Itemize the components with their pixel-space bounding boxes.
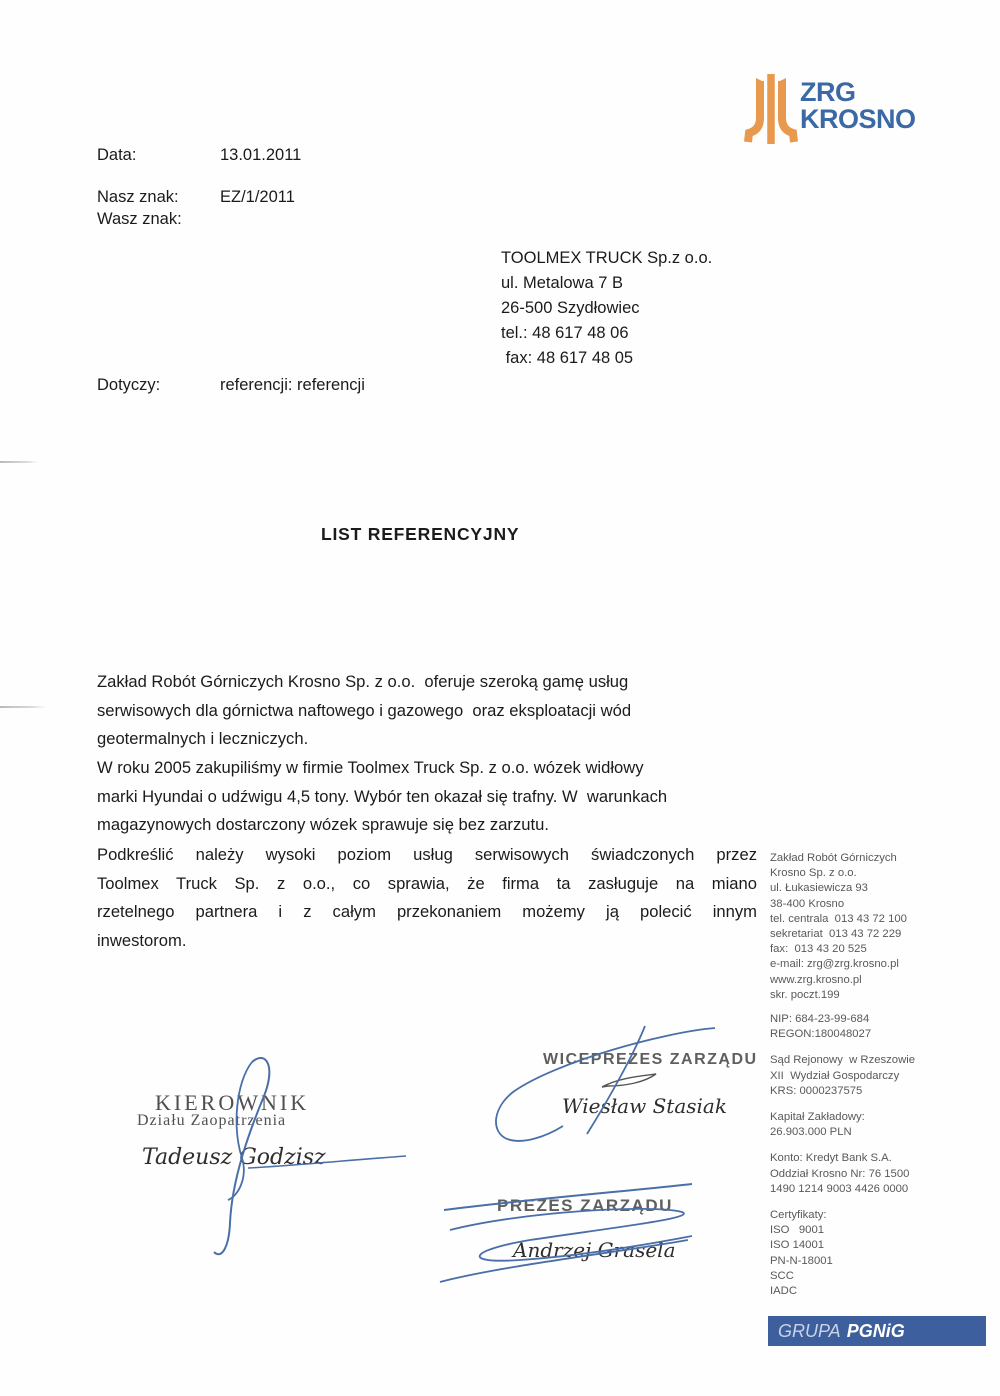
text-line: sekretariat 013 43 72 229 (770, 928, 902, 941)
text-line: PN-N-18001 (770, 1254, 833, 1267)
president-name: Andrzej Grasela (513, 1238, 676, 1262)
grupa-label: GRUPA (778, 1321, 841, 1341)
sidebar-bank (770, 1151, 935, 1197)
text-line: Sąd Rejonowy w Rzeszowie (770, 1054, 916, 1067)
text-line: magazynowych dostarczony wózek sprawuje się bez zarzutu. (97, 815, 549, 834)
paragraph-2 (97, 754, 757, 840)
text-line: Konto: Kredyt Bank S.A. (770, 1152, 892, 1165)
recipient-block (501, 246, 712, 371)
text-line: ISO 9001 (770, 1224, 825, 1237)
text-line: skr. poczt.199 (770, 988, 840, 1001)
grupa-pgnig-badge (768, 1316, 986, 1346)
manager-title: KIEROWNIK (155, 1090, 310, 1115)
text-line: Zakład Robót Górniczych (770, 852, 897, 864)
text-line: 38-400 Krosno (770, 897, 845, 910)
zrg-wordmark (800, 79, 916, 133)
vice-president-name: Wiesław Stasiak (562, 1094, 727, 1118)
text-line: Oddział Krosno Nr: 76 1500 (770, 1167, 910, 1180)
text-line: Kapitał Zakładowy: (770, 1111, 865, 1124)
our-ref-value: EZ/1/2011 (220, 188, 295, 206)
text-line: ISO 14001 (770, 1239, 825, 1252)
letter-title: LIST REFERENCYJNY (321, 524, 520, 544)
text-line: IADC (770, 1285, 797, 1298)
sidebar-company-address (770, 851, 935, 1003)
text-line: Podkreślić należy wysoki poziom usług serwisowych świadczonych przez (97, 845, 757, 864)
subject-label: Dotyczy: (97, 376, 161, 394)
our-ref-label: Nasz znak: (97, 188, 179, 206)
text-line: serwisowych dla górnictwa naftowego i gazowego oraz eksploatacji wód (97, 700, 632, 720)
text-line: Certyfikaty: (770, 1209, 827, 1222)
text-line: NIP: 684-23-99-684 (770, 1013, 870, 1026)
text-line: W roku 2005 zakupiliśmy w firmie Toolmex Truck Sp. z o.o. wózek widłowy (97, 758, 644, 777)
vice-president-signature-stroke (485, 1022, 725, 1162)
logo-line1: ZRG (800, 77, 856, 107)
text-line: ul. Metalowa 7 B (501, 274, 623, 292)
text-line: TOOLMEX TRUCK Sp.z o.o. (501, 249, 713, 267)
text-line: 1490 1214 9003 4426 0000 (770, 1182, 909, 1195)
text-line: fax: 48 617 48 05 (501, 349, 634, 367)
paragraph-1 (97, 668, 757, 754)
text-line: SCC (770, 1269, 794, 1282)
subject-value: referencji: referencji (220, 376, 365, 394)
zrg-logo (744, 72, 798, 146)
text-line: inwestorom. (97, 930, 187, 950)
sidebar-registration (770, 1012, 935, 1042)
logo-line2: KROSNO (800, 104, 916, 134)
text-line: marki Hyundai o udźwigu 4,5 tony. Wybór ten okazał się trafny. W warunkach (97, 786, 668, 806)
text-line: fax: 013 43 20 525 (770, 943, 867, 956)
date-value: 13.01.2011 (220, 146, 302, 164)
sidebar-capital (770, 1110, 935, 1140)
text-line: tel. centrala 013 43 72 100 (770, 912, 907, 925)
president-signature-stroke (430, 1178, 710, 1288)
fold-mark (0, 461, 38, 463)
text-line: Toolmex Truck Sp. z o.o., co sprawia, że firma ta zasługuje na miano (97, 873, 757, 893)
text-line: Zakład Robót Górniczych Krosno Sp. z o.o. oferuje szeroką gamę usług (97, 672, 629, 691)
text-line: REGON:180048027 (770, 1028, 872, 1041)
text-line: KRS: 0000237575 (770, 1084, 863, 1097)
text-line: www.zrg.krosno.pl (770, 973, 862, 986)
president-title: PREZES ZARZĄDU (497, 1196, 673, 1215)
date-label: Data: (97, 146, 137, 164)
paragraph-3 (97, 841, 757, 955)
text-line: XII Wydział Gospodarczy (770, 1069, 900, 1082)
text-line: tel.: 48 617 48 06 (501, 324, 629, 342)
sidebar-court (770, 1053, 935, 1099)
text-line: rzetelnego partnera i z całym przekonaniem możemy ją polecić innym (97, 902, 757, 921)
vice-president-title: WICEPREZES ZARZĄDU (543, 1051, 758, 1068)
pgnig-brand: PGNiG (846, 1321, 905, 1341)
sidebar-certificates (770, 1208, 935, 1299)
text-line: ul. Łukasiewicza 93 (770, 882, 868, 895)
manager-subtitle: Działu Zaopatrzenia (137, 1112, 287, 1129)
company-info-sidebar (770, 851, 935, 1310)
your-ref-label: Wasz znak: (97, 210, 182, 228)
text-line: Krosno Sp. z o.o. (770, 867, 857, 880)
fold-mark (0, 706, 46, 708)
zrg-derrick-icon (744, 72, 798, 146)
text-line: e-mail: zrg@zrg.krosno.pl (770, 958, 899, 971)
text-line: 26-500 Szydłowiec (501, 299, 640, 317)
text-line: 26.903.000 PLN (770, 1126, 852, 1139)
manager-signature-stroke (180, 1048, 410, 1268)
text-line: geotermalnych i leczniczych. (97, 729, 309, 748)
manager-name: Tadeusz Godzisz (142, 1145, 326, 1170)
